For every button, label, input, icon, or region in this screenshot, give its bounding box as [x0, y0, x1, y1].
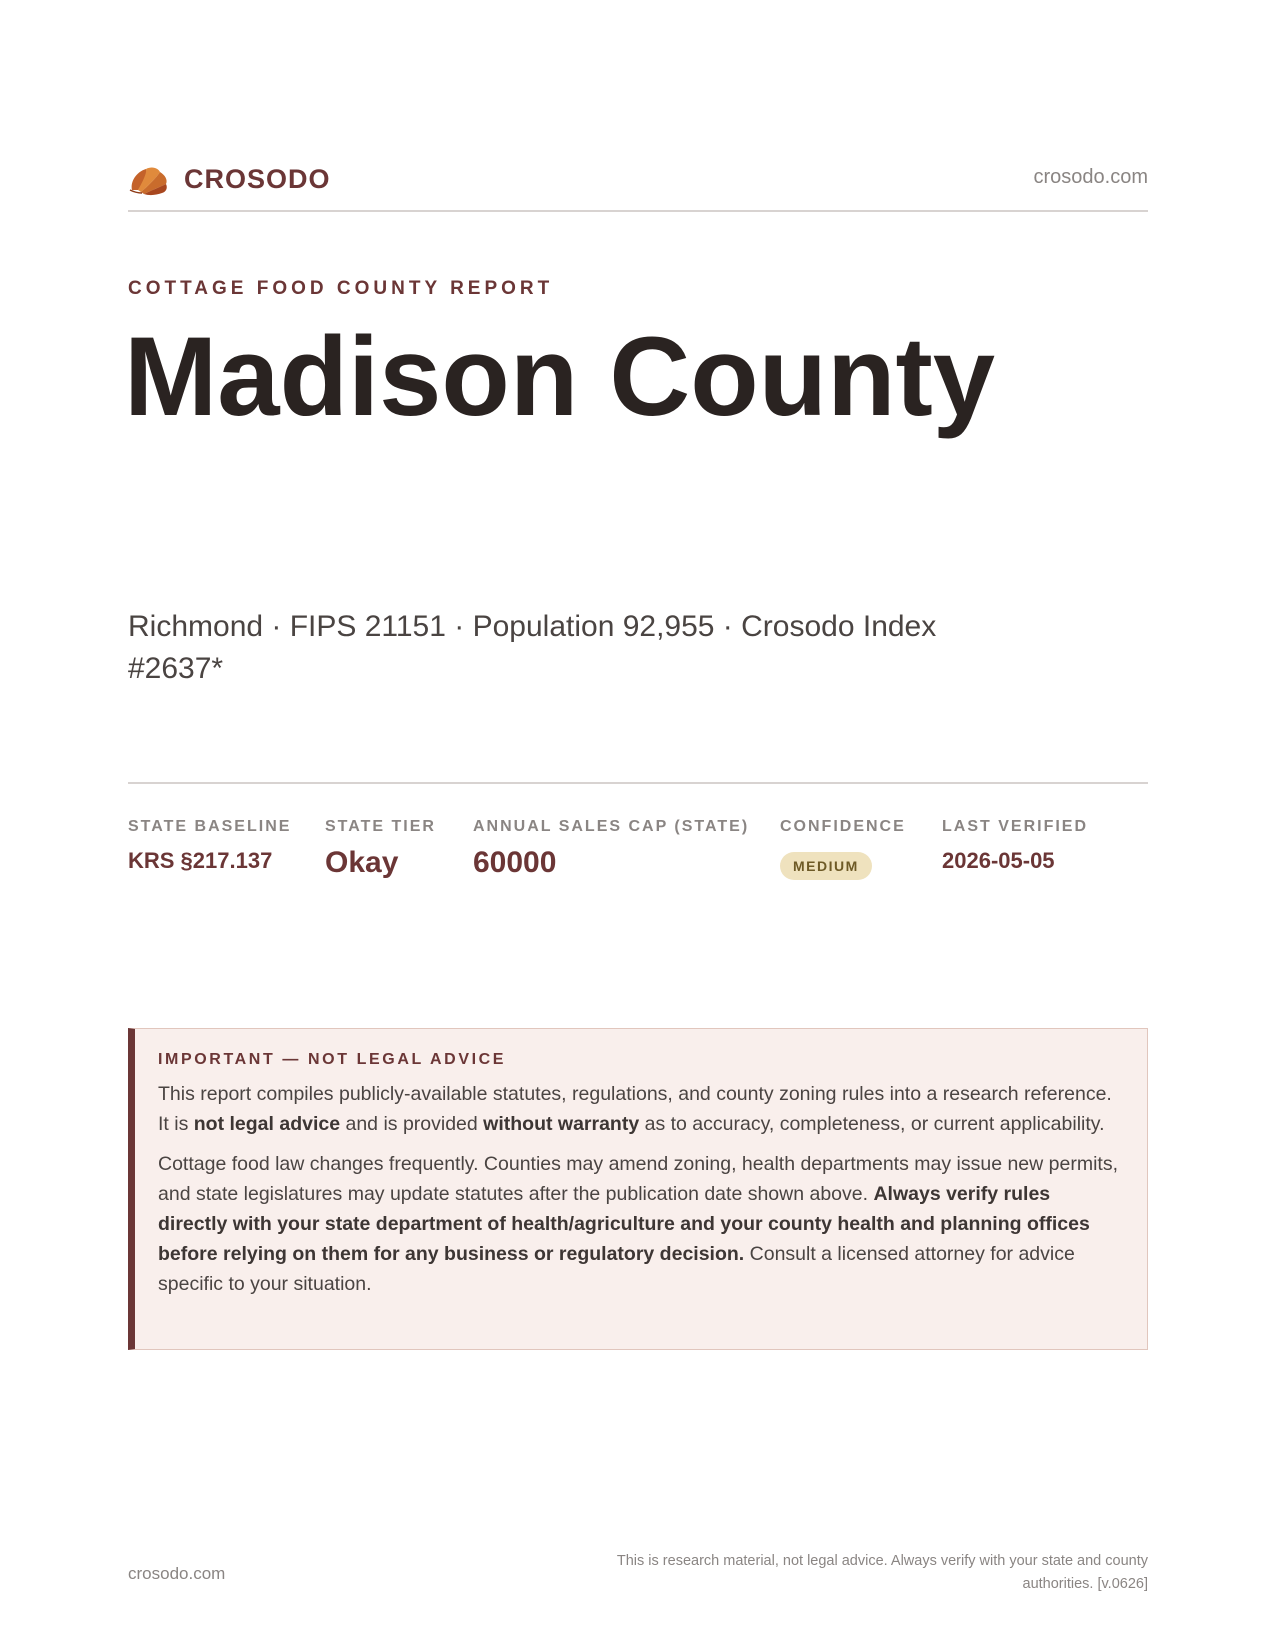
page-header	[128, 156, 1148, 212]
section-divider	[128, 782, 1148, 784]
stat-value: KRS §217.137	[128, 848, 273, 873]
stat-value: 60000	[473, 846, 557, 879]
confidence-badge: MEDIUM	[780, 852, 872, 880]
disclaimer-paragraph-1: This report compiles publicly-available statutes, regulations, and county zoning rules into a research reference. It is not legal advice and is provided without warranty as to accuracy, completeness, or current applicability.	[158, 1083, 1112, 1135]
footer-disclaimer: This is research material, not legal advice. Always verify with your state and county authorities. [v.0626]	[616, 1553, 1148, 1592]
stat-label: ANNUAL SALES CAP (STATE)	[473, 818, 750, 835]
stat-label: LAST VERIFIED	[942, 818, 1089, 835]
stat-annual-sales-cap	[473, 818, 749, 880]
stat-state-baseline	[128, 818, 291, 874]
page-title: Madison County	[124, 314, 996, 439]
site-url[interactable]: crosodo.com	[1033, 166, 1148, 188]
footer-site-url[interactable]: crosodo.com	[128, 1564, 226, 1583]
croissant-icon	[128, 160, 170, 198]
stat-confidence	[780, 818, 906, 880]
report-page	[124, 0, 1148, 1650]
legal-disclaimer	[128, 1028, 1148, 1350]
disclaimer-paragraph-2: Cottage food law changes frequently. Counties may amend zoning, health departments may issue new permits, and state legislatures may update statutes after the publication date shown above. Always verify rules directly with your state department of health/agriculture and your county health and planning offices before relying on them for any business or regulatory decision. Consult a licensed attorney for advice specific to your situation.	[158, 1153, 1118, 1295]
stat-label: CONFIDENCE	[780, 818, 906, 835]
stat-value: 2026-05-05	[942, 848, 1055, 873]
brand-name: CROSODO	[184, 163, 331, 194]
stat-last-verified	[942, 818, 1088, 874]
stat-value: Okay	[325, 846, 399, 879]
brand[interactable]	[128, 160, 331, 198]
stat-label: STATE BASELINE	[128, 818, 292, 835]
stat-label: STATE TIER	[325, 818, 436, 835]
stat-state-tier	[325, 818, 436, 880]
disclaimer-title: IMPORTANT — NOT LEGAL ADVICE	[158, 1051, 507, 1068]
county-summary: Richmond · FIPS 21151 · Population 92,955 · Crosodo Index #2637*	[128, 610, 937, 685]
report-type-label: COTTAGE FOOD COUNTY REPORT	[128, 278, 554, 299]
